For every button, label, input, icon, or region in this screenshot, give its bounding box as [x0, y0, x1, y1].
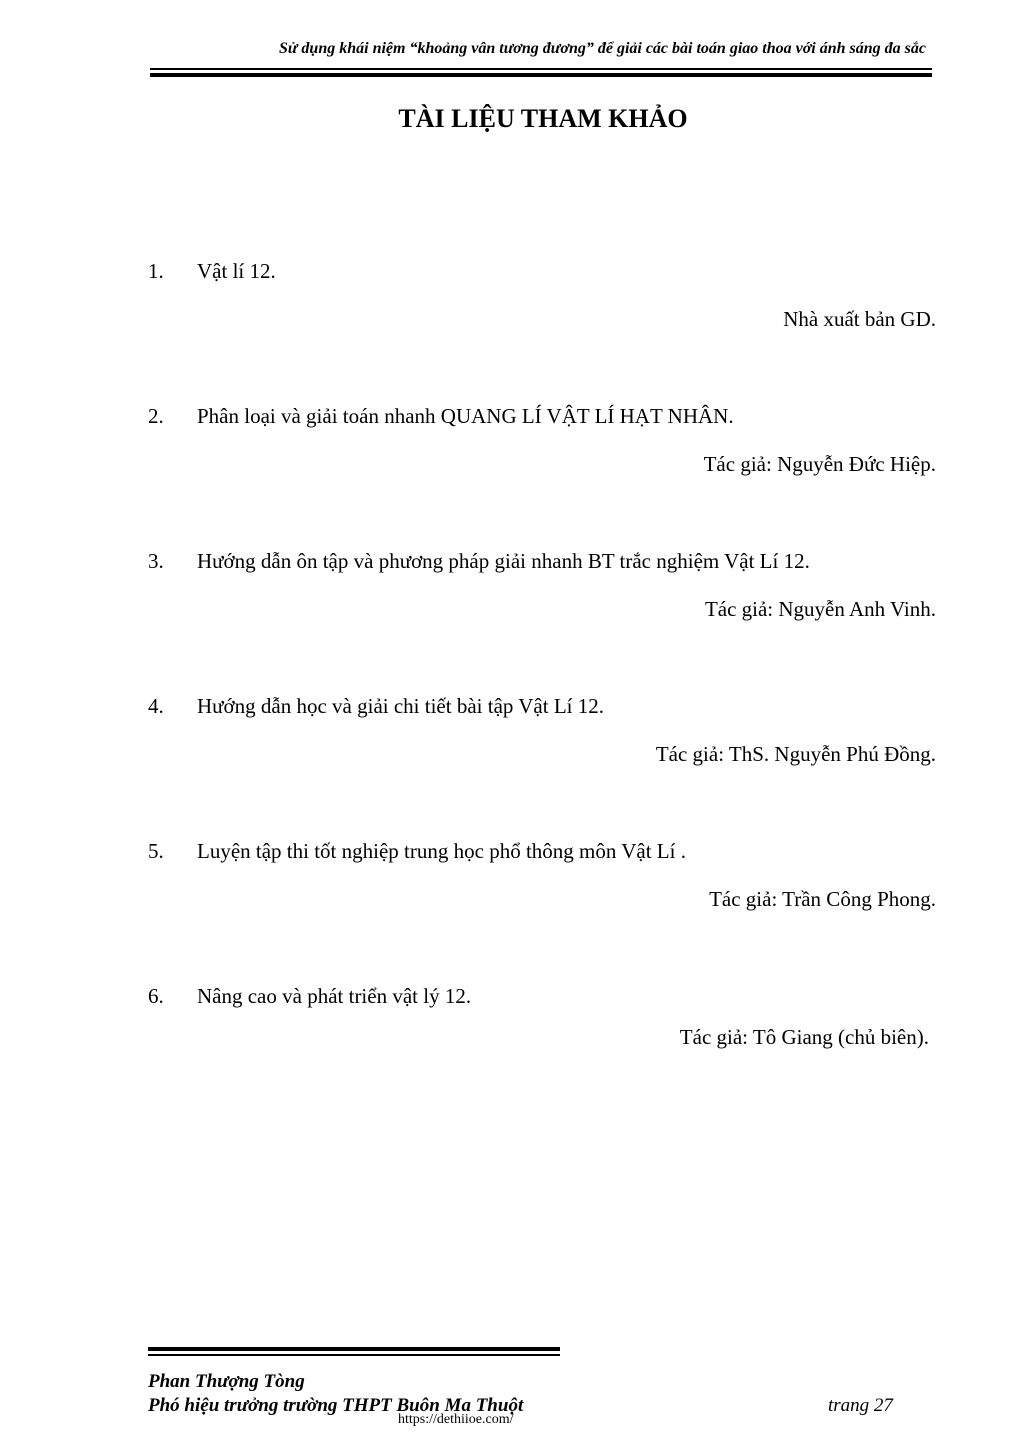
footer-url: https://dethiioe.com/ — [398, 1412, 514, 1427]
reference-item-1 — [148, 256, 936, 331]
header-rule-thick — [150, 73, 932, 77]
reference-number: 2. — [148, 404, 164, 428]
reference-title: Nâng cao và phát triển vật lý 12. — [197, 984, 472, 1008]
header-rule-thin — [150, 68, 932, 70]
reference-number: 1. — [148, 259, 164, 283]
reference-author: Tác giả: Tô Giang (chủ biên). — [679, 1025, 929, 1049]
reference-author: Tác giả: ThS. Nguyễn Phú Đồng. — [655, 742, 936, 766]
reference-number: 4. — [148, 694, 164, 718]
reference-title: Vật lí 12. — [197, 259, 276, 283]
footer-rule-thick — [148, 1347, 560, 1351]
footer-author-name: Phan Thượng Tòng — [148, 1371, 305, 1392]
footer-rule-thin — [148, 1354, 560, 1356]
reference-number: 6. — [148, 984, 164, 1008]
reference-item-5 — [148, 836, 936, 911]
reference-number: 3. — [148, 549, 164, 573]
reference-author: Tác giả: Nguyễn Đức Hiệp. — [703, 452, 936, 476]
reference-title: Phân loại và giải toán nhanh QUANG LÍ VẬT LÍ HẠT NHÂN. — [197, 404, 734, 428]
page-title: TÀI LIỆU THAM KHẢO — [398, 104, 688, 133]
footer-page-number: trang 27 — [828, 1395, 893, 1416]
reference-title: Luyện tập thi tốt nghiệp trung học phổ thông môn Vật Lí . — [197, 839, 686, 863]
reference-item-6 — [148, 981, 936, 1049]
reference-item-3 — [148, 546, 936, 621]
reference-title: Hướng dẫn ôn tập và phương pháp giải nhanh BT trắc nghiệm Vật Lí 12. — [197, 549, 810, 573]
reference-author: Tác giả: Nguyễn Anh Vinh. — [704, 597, 936, 621]
reference-title: Hướng dẫn học và giải chi tiết bài tập Vật Lí 12. — [197, 694, 604, 718]
reference-number: 5. — [148, 839, 164, 863]
reference-author: Nhà xuất bản GD. — [783, 307, 936, 331]
footer-author-role: Phó hiệu trưởng trường THPT Buôn Ma Thuột — [148, 1395, 524, 1416]
reference-author: Tác giả: Trần Công Phong. — [709, 887, 936, 911]
reference-item-2 — [148, 401, 936, 476]
running-header: Sử dụng khái niệm “khoảng vân tương đương” để giải các bài toán giao thoa với ánh sáng đa sắc — [278, 40, 926, 57]
reference-item-4 — [148, 691, 936, 766]
